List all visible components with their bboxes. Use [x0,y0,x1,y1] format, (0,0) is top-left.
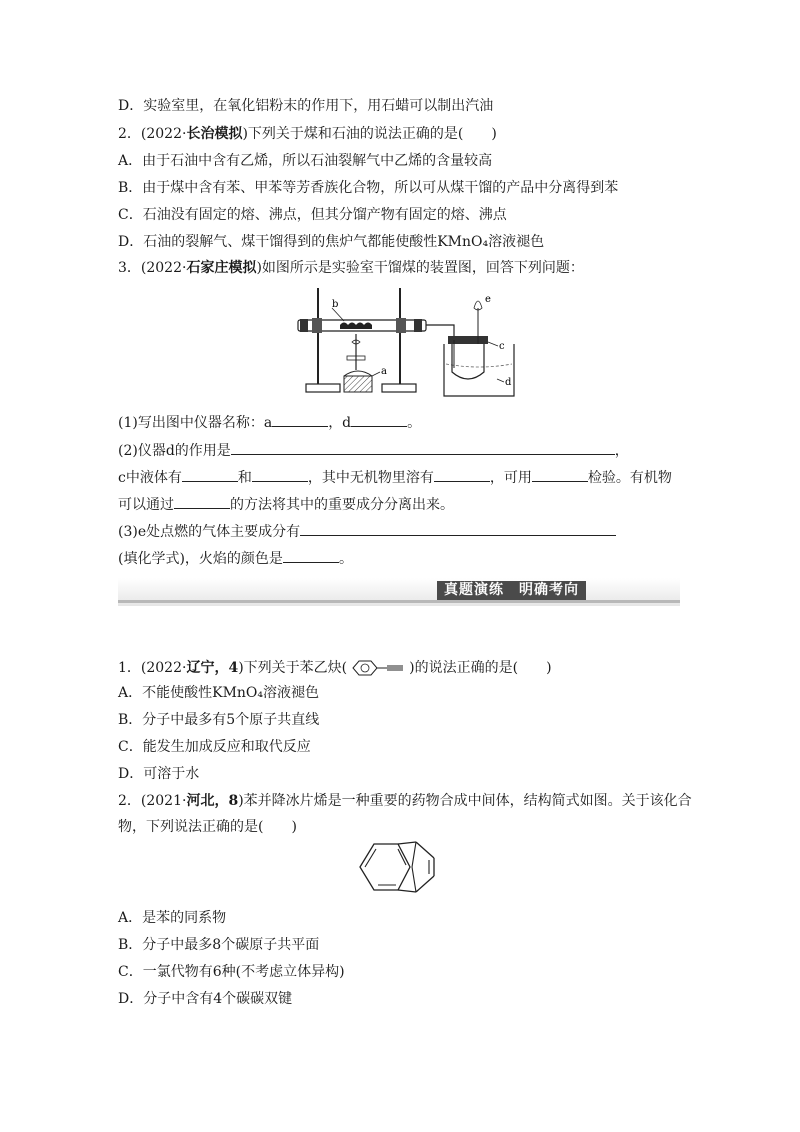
q3-sub1-text-a: (1)写出图中仪器名称：a [118,415,273,431]
tube-stopper-left [300,319,308,332]
real-q2-stem [118,791,692,811]
water-surface [446,364,512,367]
answer-blank[interactable] [272,411,328,427]
real-q2-option-b: B．分子中最多8个碳原子共平面 [118,937,320,953]
coal-sample [340,323,372,330]
label-d-leader [497,379,504,382]
q3-sub2-line3-b: 的方法将其中的重要成分分离出来。 [230,497,454,513]
real-q1-option-b: B．分子中最多有5个原子共直线 [118,712,320,728]
answer-blank[interactable] [252,466,308,482]
q2-option-d: D．石油的裂解气、煤干馏得到的焦炉气都能使酸性KMnO₄溶液褪色 [118,234,545,250]
answer-blank[interactable] [182,466,238,482]
q3-sub2-line2-e: 检验。有机物 [587,470,672,486]
answer-blank[interactable] [174,493,230,509]
q3-sub1-text-b: ，d [328,415,352,431]
q2-source: 长治模拟 [186,126,243,142]
question-2-stem [118,124,497,144]
real-q1-option-c: C．能发生加成反应和取代反应 [118,739,311,755]
real-q1-source: 辽宁，4 [186,660,239,676]
banner-rule [118,600,680,603]
q3-sub3-line2-a: (填化学式)，火焰的颜色是 [118,551,283,567]
banner-title: 真题演练 明确考向 [437,581,586,600]
answer-blank[interactable] [300,520,616,536]
test-tube-c [452,344,484,379]
real-q2-option-c: C．一氯代物有6种(不考虑立体异构) [118,964,345,980]
q2-option-b: B．由于煤中含有苯、甲苯等芳香族化合物，所以可从煤干馏的产品中分离得到苯 [118,180,619,196]
tube-stopper-right [414,319,422,332]
real-q2-stem-line2: 物，下列说法正确的是( ) [118,819,297,835]
q3-prefix: 3．(2022· [118,260,187,276]
q3-sub3-line2-b: 。 [338,551,353,567]
section-banner [118,578,680,606]
left-clamp [312,318,322,333]
q3-sub2-line3 [118,493,454,515]
q3-source: 石家庄模拟 [186,260,257,276]
answer-blank[interactable] [351,411,407,427]
q2-stem-text: )下列关于煤和石油的说法正确的是( ) [242,126,497,142]
q2-option-c: C．石油没有固定的熔、沸点，但其分馏产物有固定的熔、沸点 [118,207,507,223]
label-c-leader [488,342,498,346]
label-b: b [332,299,339,310]
label-d: d [505,377,512,388]
q3-sub2-text-a: (2)仪器d的作用是 [118,443,231,459]
q3-sub2-text-b: ， [614,443,629,459]
q3-sub2-line2-c: ，其中无机物里溶有 [307,470,434,486]
real-q1-prefix: 1．(2022· [118,660,187,676]
q3-stem-text: )如图所示是实验室干馏煤的装置图，回答下列问题： [256,260,584,276]
answer-blank[interactable] [532,466,588,482]
answer-blank[interactable] [434,466,490,482]
real-q1-stem [118,658,552,678]
question-3-stem [118,258,584,278]
q3-sub2-line2 [118,466,672,488]
real-q2-option-a: A．是苯的同系物 [118,910,227,926]
q3-sub2-line2-a: c中液体有 [118,470,182,486]
q3-sub2-line2-b: 和 [237,470,252,486]
right-clamp [396,318,406,333]
q3-sub1 [118,411,421,433]
alcohol-lamp-a [344,376,372,392]
lamp-top [344,371,372,376]
q1-option-d: D．实验室里，在氧化铝粉末的作用下，用石蜡可以制出汽油 [118,98,494,114]
label-c: c [499,341,505,352]
real-q1-stem-b: )的说法正确的是( ) [409,660,552,676]
real-q1-option-d: D．可溶于水 [118,766,200,782]
q3-sub2-line3-a: 可以通过 [118,497,174,513]
q3-sub1-text-c: 。 [407,415,422,431]
real-q2-option-d: D．分子中含有4个碳碳双键 [118,991,293,1007]
benzonorbornadiene-structure-figure [352,836,452,898]
q3-sub2-line2-d: ，可用 [489,470,532,486]
label-a: a [381,366,387,377]
q3-sub3 [118,520,616,542]
real-q1-option-a: A．不能使酸性KMnO₄溶液褪色 [118,685,320,701]
left-stand-base [306,384,340,392]
real-q2-prefix: 2．(2021· [118,793,187,809]
q3-sub3-text-a: (3)e处点燃的气体主要成分有 [118,524,301,540]
right-stand-base [382,384,416,392]
label-e: e [485,294,491,305]
coal-distillation-apparatus-figure [292,284,522,402]
q2-option-a: A．由于石油中含有乙烯，所以石油裂解气中乙烯的含量较高 [118,153,493,169]
answer-blank[interactable] [283,547,339,563]
q2-prefix: 2．(2022· [118,126,187,142]
label-a-leader [372,372,380,376]
q3-sub2 [118,439,629,461]
real-q2-stem-line1: )苯并降冰片烯是一种重要的药物合成中间体，结构简式如图。关于该化合 [238,793,692,809]
real-q2-source: 河北，8 [186,793,239,809]
q3-sub3-line2 [118,547,353,569]
phenylacetylene-structure-icon [347,658,409,678]
answer-blank[interactable] [231,439,615,455]
real-q1-stem-a: )下列关于苯乙炔( [238,660,348,676]
